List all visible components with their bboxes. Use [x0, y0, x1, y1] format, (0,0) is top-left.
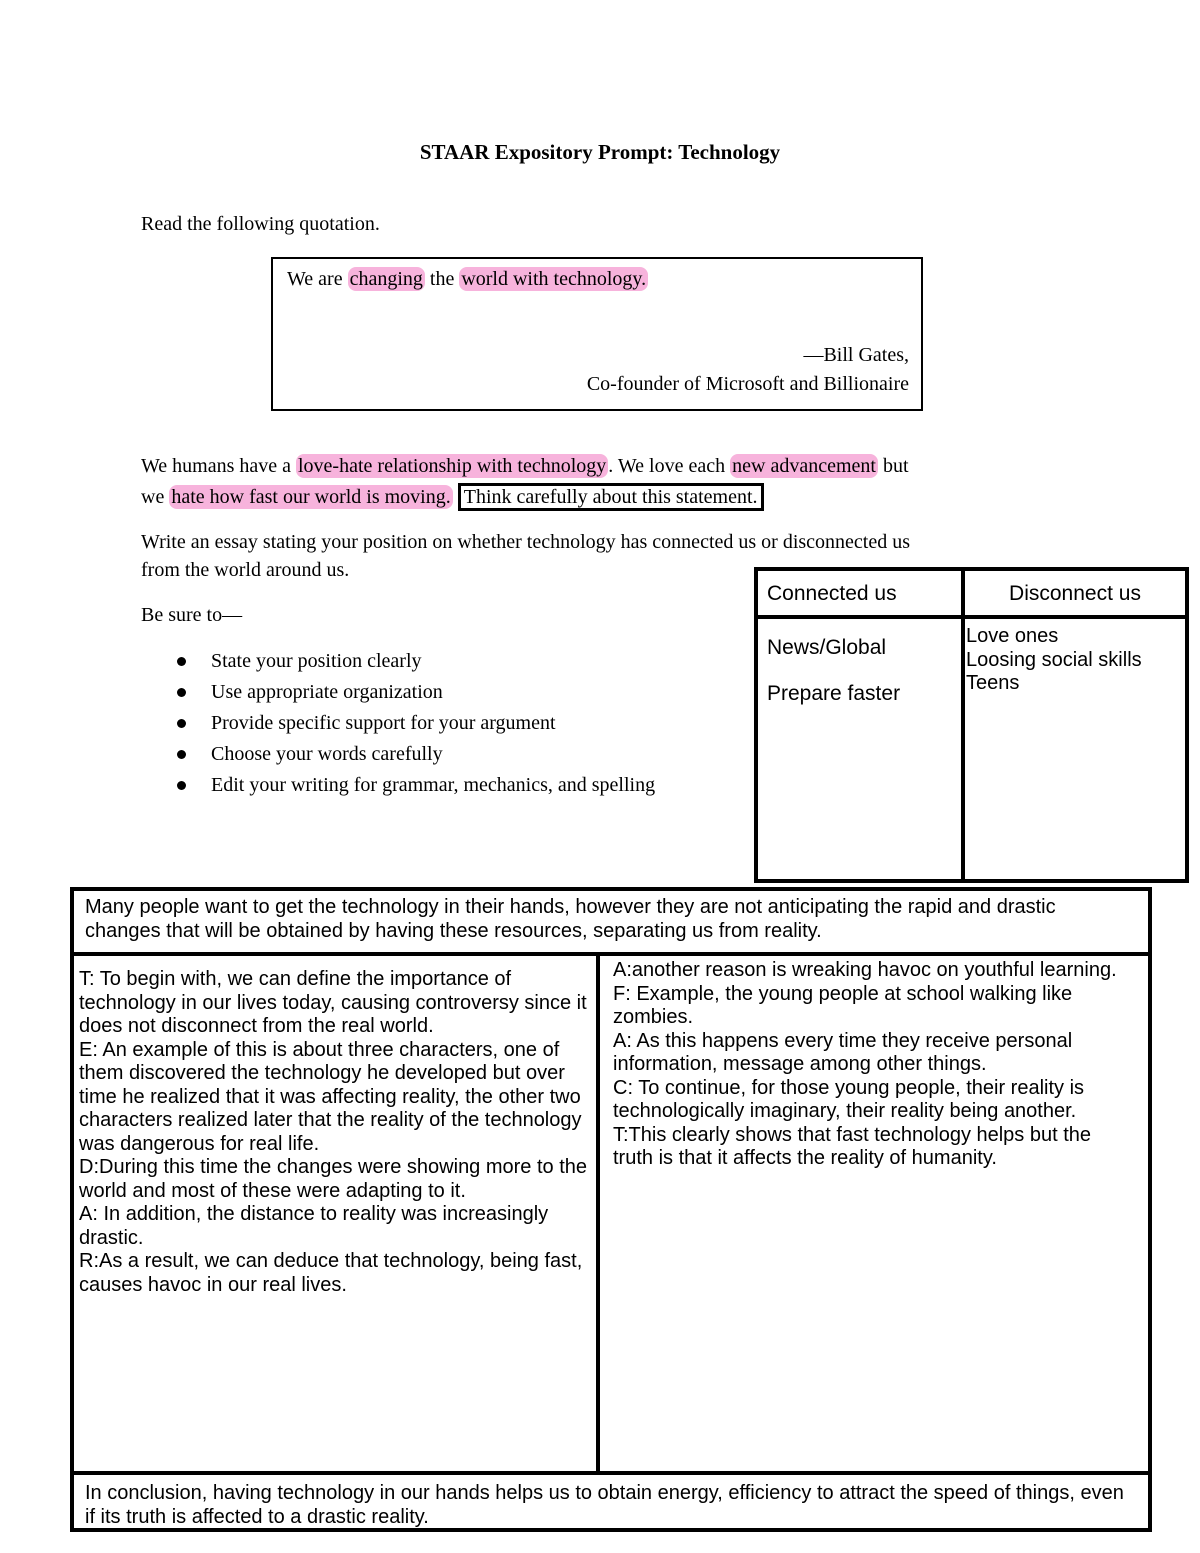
- t-chart-left-item: News/Global: [767, 636, 887, 659]
- bullet-icon: [177, 750, 186, 759]
- organizer-intro-line: [70, 952, 1152, 956]
- t-chart-left-item: Prepare faster: [767, 682, 901, 705]
- conclusion-paragraph: In conclusion, having technology in our hands helps us to obtain energy, efficiency to attract the speed of things, even if its truth is affected to a drastic reality.: [85, 1482, 1124, 1528]
- paragraph-highlight: hate how fast our world is moving.: [171, 486, 451, 508]
- paragraph-line: [141, 452, 909, 481]
- t-chart-right-header: Disconnect us: [1009, 582, 1141, 605]
- list-item-text: Provide specific support for your argument: [211, 712, 556, 734]
- body-paragraph: D:During this time the changes were showing more to the world and most of these were adapting to it.: [79, 1156, 588, 1202]
- quote-part: We are: [287, 268, 348, 290]
- body-paragraph: R:As a result, we can deduce that technology, being fast, causes havoc in our real lives.: [79, 1250, 583, 1296]
- body-paragraph: C: To continue, for those young people, their reality is technologically imaginary, their reality being another.: [613, 1076, 1085, 1122]
- bullet-icon: [177, 781, 186, 790]
- list-item-text: Use appropriate organization: [211, 681, 443, 703]
- page-title: STAAR Expository Prompt: Technology: [419, 140, 781, 164]
- requirements-list: [141, 646, 655, 801]
- list-item: [141, 677, 655, 708]
- list-item: [141, 708, 655, 739]
- paragraph-part: We humans have a: [141, 455, 296, 477]
- essay-prompt-line: Write an essay stating your position on whether technology has connected us or disconnected us: [141, 531, 911, 553]
- body-right-column: [613, 959, 1133, 1171]
- quote-attribution: [587, 341, 909, 399]
- context-paragraph: [141, 452, 909, 512]
- be-sure-label: Be sure to—: [141, 604, 243, 626]
- list-item-text: Edit your writing for grammar, mechanics, and spelling: [211, 774, 656, 796]
- attribution-title: Co-founder of Microsoft and Billionaire: [586, 373, 909, 395]
- body-paragraph: A:another reason is wreaking havoc on youthful learning.: [613, 959, 1117, 981]
- organizer-left-line: [70, 887, 74, 1531]
- bullet-icon: [177, 657, 186, 666]
- t-chart-right-item: Loosing social skills: [966, 648, 1142, 671]
- list-item: [141, 646, 655, 677]
- essay-prompt-line: from the world around us.: [141, 559, 350, 581]
- t-chart-right-items: [966, 625, 1142, 696]
- bullet-icon: [177, 719, 186, 728]
- body-left-column: [79, 968, 594, 1297]
- body-paragraph: A: As this happens every time they receive personal information, message among other things.: [613, 1029, 1073, 1075]
- paragraph-part: we: [141, 486, 170, 508]
- organizer-conclusion-line: [70, 1471, 1152, 1475]
- quote-part: the: [424, 268, 460, 290]
- paragraph-part: . We love each: [608, 455, 731, 477]
- boxed-statement: Think carefully about this statement.: [458, 483, 764, 511]
- attribution-name: —Bill Gates,: [803, 344, 909, 366]
- t-chart-right-item: Love ones: [966, 625, 1059, 647]
- t-chart-left-header: Connected us: [767, 582, 897, 605]
- list-item: [141, 739, 655, 770]
- quote-box: [271, 257, 923, 411]
- t-chart-right-item: Teens: [966, 672, 1020, 694]
- t-chart-header-line: [758, 615, 1185, 619]
- instruction-text: Read the following quotation.: [141, 213, 380, 235]
- body-paragraph: T:This clearly shows that fast technology helps but the truth is that it affects the reality of humanity.: [613, 1123, 1092, 1169]
- t-chart: [754, 567, 1189, 883]
- quote-highlight: changing: [349, 268, 423, 290]
- organizer-right-line: [1148, 887, 1152, 1531]
- paragraph-part: but: [877, 455, 909, 477]
- organizer-middle-line: [596, 952, 600, 1474]
- bullet-icon: [177, 688, 186, 697]
- body-paragraph: T: To begin with, we can define the importance of technology in our lives today, causing controversy since it does not disconnect from the real world.: [79, 968, 587, 1037]
- paragraph-line: [141, 483, 909, 512]
- paragraph-highlight: love-hate relationship with technology: [298, 455, 607, 477]
- list-item: [141, 770, 655, 801]
- body-paragraph: A: In addition, the distance to reality was increasingly drastic.: [79, 1203, 549, 1249]
- quote-text: [287, 265, 648, 294]
- list-item-text: State your position clearly: [211, 650, 422, 672]
- paragraph-highlight: new advancement: [732, 455, 876, 477]
- list-item-text: Choose your words carefully: [211, 743, 443, 765]
- body-paragraph: E: An example of this is about three characters, one of them discovered the technology he developed but over time he realized that it was affecting reality, the other two characters realized later that the reality of the technology was dangerous for real life.: [79, 1038, 582, 1155]
- intro-paragraph: Many people want to get the technology in their hands, however they are not anticipating the rapid and drastic changes that will be obtained by having these resources, separating us from reality.: [85, 896, 1056, 942]
- body-paragraph: F: Example, the young people at school walking like zombies.: [613, 982, 1073, 1028]
- quote-highlight: world with technology.: [461, 268, 647, 290]
- organizer-top-line: [70, 887, 1152, 891]
